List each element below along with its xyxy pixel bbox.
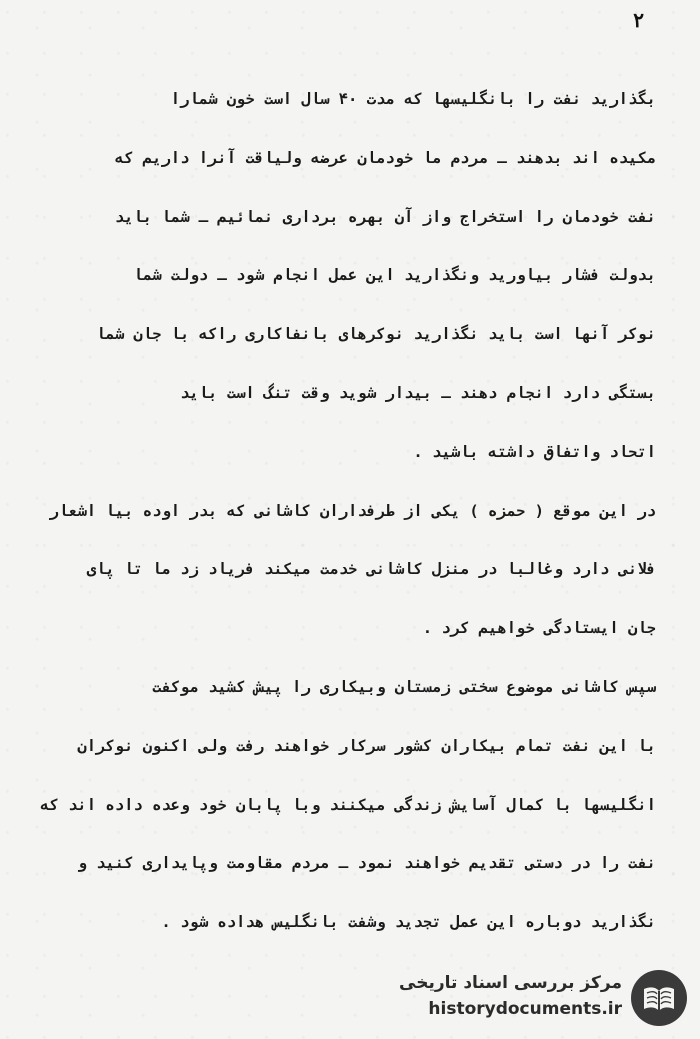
paragraph xyxy=(36,70,656,482)
text-line: نفت را در دستی تقدیم خواهند نمود ـ مردم مقاومت وپایداری کنید و xyxy=(77,854,656,873)
watermark xyxy=(398,969,688,1027)
book-logo-icon xyxy=(630,969,688,1027)
page-number: ۲ xyxy=(633,8,644,32)
paragraph xyxy=(36,658,656,952)
text-line: در این موقع ( حمزه ) یکی از طرفداران کاشانی که بدر اوده بیا اشعار xyxy=(49,501,656,520)
text-line: فلانی دارد وغالبا در منزل کاشانی خدمت میکند فریاد زد ما تا پای xyxy=(86,560,656,579)
document-body xyxy=(36,70,656,952)
text-line: جان ایستادگی خواهیم کرد . xyxy=(422,619,656,638)
paragraph-list xyxy=(36,70,656,952)
text-line: با این نفت تمام بیکاران کشور سرکار خواهند رفت ولی اکنون نوکران xyxy=(77,736,656,755)
text-line: مکیده اند بدهند ـ مردم ما خودمان عرضه ولیاقت آنرا داریم که xyxy=(114,148,656,167)
text-line: بگذارید نفت را بانگلیسها که مدت ۴۰ سال است خون شمارا xyxy=(170,90,656,108)
text-line: سپس کاشانی موضوع سختی زمستان وبیکاری را پیش کشید موکفت xyxy=(152,677,656,696)
text-line: انگلیسها با کمال آسایش زندگی میکنند وبا پابان خود وعده داده اند که xyxy=(40,795,656,814)
watermark-title: مرکز بررسی اسناد تاریخی xyxy=(399,973,622,993)
paragraph xyxy=(36,482,656,658)
text-line: اتحاد واتفاق داشته باشید . xyxy=(413,442,656,461)
watermark-url: historydocuments.ir xyxy=(428,999,622,1019)
text-line: بستگی دارد انجام دهند ـ بیدار شوید وقت تنگ است باید xyxy=(180,383,656,402)
text-line: نگذارید دوباره این عمل تجدید وشفت بانگلیس هداده شود . xyxy=(161,913,656,932)
text-line: نفت خودمان را استخراج واز آن بهره برداری نمائیم ـ شما باید xyxy=(114,207,656,226)
text-line: نوکر آنها است باید نگذارید نوکرهای بانفاکاری راکه با جان شما xyxy=(96,325,656,344)
text-line: بدولت فشار بیاورید ونگذارید این عمل انجام شود ـ دولت شما xyxy=(133,266,656,285)
